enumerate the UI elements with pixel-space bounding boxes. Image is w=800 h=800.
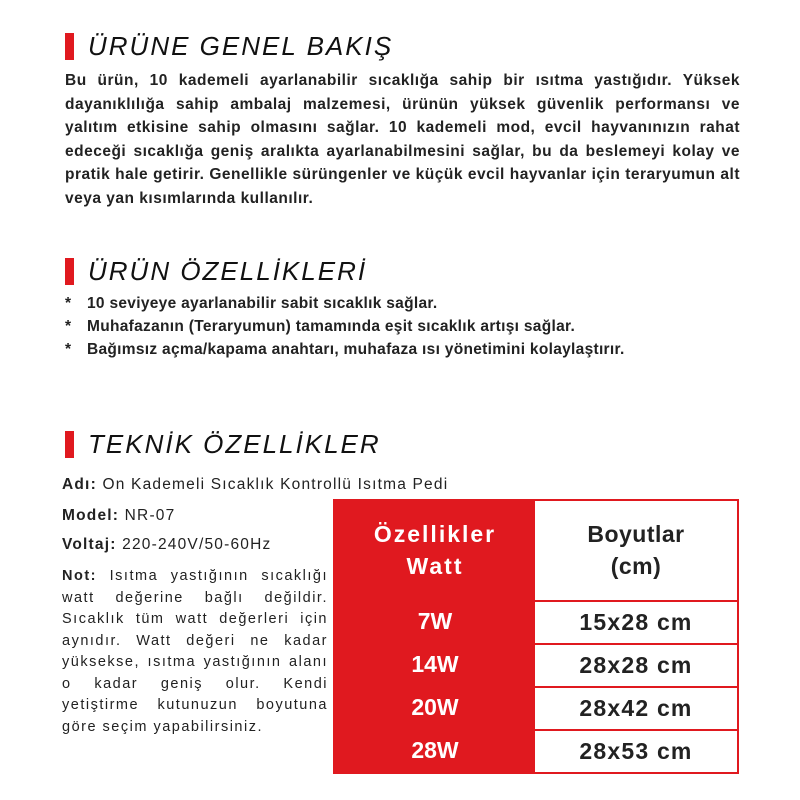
spec-table [333,499,739,774]
feature-text: Muhafazanın (Teraryumun) tamamında eşit sıcaklık artışı sağlar. [87,318,576,335]
bullet-star: * [65,295,72,312]
watt-cell: 20W [411,693,459,720]
list-item [65,338,765,361]
spec-model-label: Model: [62,507,120,524]
header-label: Boyutlar [587,521,685,548]
bullet-star: * [65,341,72,358]
size-column-header [535,501,737,600]
spec-model-line [62,507,175,525]
overview-heading [65,31,393,62]
spec-note [62,566,328,738]
spec-model-value: NR-07 [124,507,176,524]
watt-column-header [335,501,535,600]
header-label: Özellikler [373,521,497,548]
features-list [65,292,765,361]
header-label: (cm) [610,553,662,580]
overview-title: ÜRÜNE GENEL BAKIŞ [88,31,394,61]
features-heading [65,256,367,287]
bullet-star: * [65,318,72,335]
features-title: ÜRÜN ÖZELLİKLERİ [88,256,368,286]
overview-text: Bu ürün, 10 kademeli ayarlanabilir sıcaklığa sahip bir ısıtma yastığıdır. Yüksek dayanıklılığa sahip ambalaj malzemesi, ürünün yüksek güvenlik performansı ve yalıtım etkisine sahip olmasını sağlar. 10 kademeli mod, evcil hayvanınızın rahat edeceği sıcaklığa geniş aralıkta ayarlanabilmesini sağlar, bu da beslemeyi kolay ve pratik hale getirir. Genellikle sürüngenler ve küçük evcil hayvanlar için teraryumun alt veya yan kısımlarında kullanılır. [65,72,740,207]
spec-voltage-value: 220-240V/50-60Hz [122,536,272,553]
spec-name-label: Adı: [62,476,97,493]
spec-note-label: Not: [62,568,97,584]
watt-cell: 28W [411,736,459,763]
specs-title: TEKNİK ÖZELLİKLER [88,429,381,459]
spec-voltage-line [62,536,271,554]
spec-voltage-label: Voltaj: [62,536,117,553]
list-item [65,315,765,338]
spec-name-line [62,476,448,494]
size-cell: 28x42 cm [535,686,737,729]
spec-name-value: On Kademeli Sıcaklık Kontrollü Isıtma Pedi [102,476,449,493]
watt-cell: 7W [417,607,453,634]
size-cell: 28x28 cm [535,643,737,686]
watt-cell: 14W [411,650,459,677]
header-label: Watt [406,553,464,580]
list-item [65,292,765,315]
size-column [535,501,737,772]
specs-heading [65,429,381,460]
spec-note-text: Isıtma yastığının sıcaklığı watt değerine bağlı değildir. Sıcaklık tüm watt değerleri için aynıdır. Watt değeri ne kadar yüksekse, ısıtma yastığının alanı o kadar geniş olur. Kendi yetiştirme kutunuzun boyutuna göre seçim yapabilirsiniz. [62,568,328,735]
feature-text: Bağımsız açma/kapama anahtarı, muhafaza ısı yönetimini kolaylaştırır. [87,341,625,358]
watt-column [335,501,535,772]
size-cell: 28x53 cm [535,729,737,772]
accent-bar [65,33,74,60]
accent-bar [65,431,74,458]
accent-bar [65,258,74,285]
size-cell: 15x28 cm [535,600,737,643]
feature-text: 10 seviyeye ayarlanabilir sabit sıcaklık sağlar. [87,295,438,312]
